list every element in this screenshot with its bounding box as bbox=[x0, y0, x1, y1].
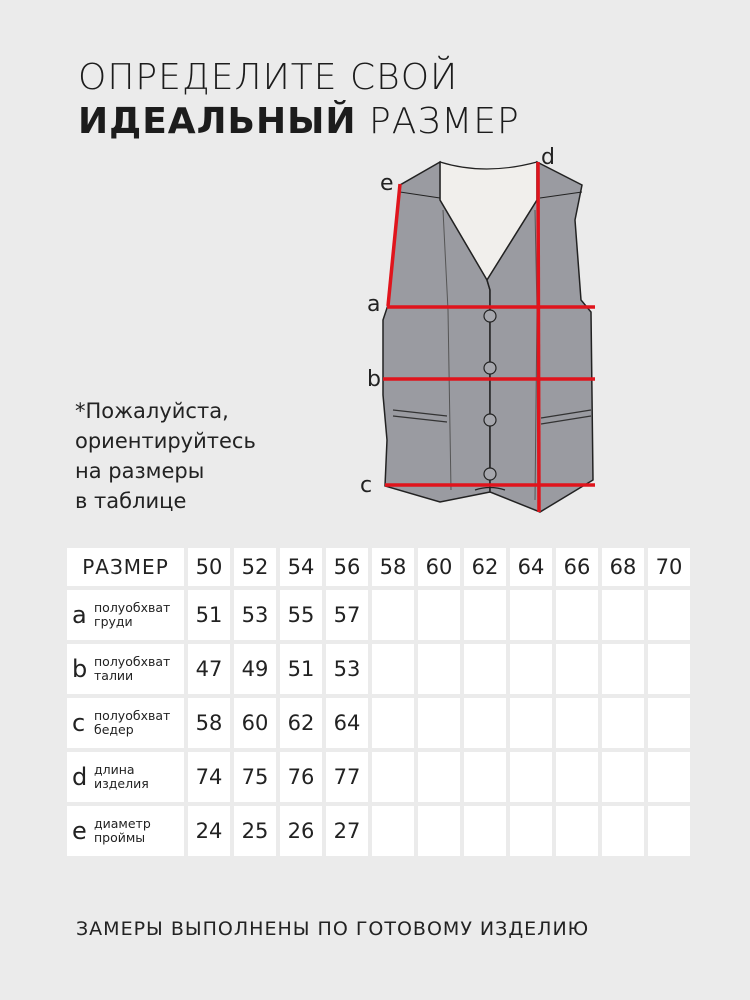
table-cell bbox=[648, 644, 690, 694]
table-cell: 24 bbox=[188, 806, 230, 856]
table-row-c bbox=[67, 698, 690, 748]
size-header-cell: 68 bbox=[602, 548, 644, 586]
button-icon bbox=[484, 468, 496, 480]
size-header-cell: 50 bbox=[188, 548, 230, 586]
table-cell bbox=[510, 806, 552, 856]
table-cell: 49 bbox=[234, 644, 276, 694]
table-row-a bbox=[67, 590, 690, 640]
size-header-cell: 54 bbox=[280, 548, 322, 586]
row-letter: b bbox=[72, 655, 88, 683]
footer-note: ЗАМЕРЫ ВЫПОЛНЕНЫ ПО ГОТОВОМУ ИЗДЕЛИЮ bbox=[76, 918, 590, 940]
label-a: a bbox=[367, 292, 381, 317]
table-cell bbox=[648, 590, 690, 640]
table-cell bbox=[510, 644, 552, 694]
size-header-cell: 60 bbox=[418, 548, 460, 586]
table-cell bbox=[464, 590, 506, 640]
table-cell: 53 bbox=[234, 590, 276, 640]
size-header-cell: 64 bbox=[510, 548, 552, 586]
table-row-d bbox=[67, 752, 690, 802]
table-cell bbox=[602, 752, 644, 802]
table-cell bbox=[602, 698, 644, 748]
vest-diagram bbox=[355, 140, 615, 520]
table-cell: 75 bbox=[234, 752, 276, 802]
table-cell bbox=[556, 806, 598, 856]
table-cell: 58 bbox=[188, 698, 230, 748]
size-header-row bbox=[67, 548, 690, 586]
note-line: в таблице bbox=[75, 489, 187, 513]
page-title bbox=[78, 56, 520, 144]
table-cell: 47 bbox=[188, 644, 230, 694]
label-d: d bbox=[541, 145, 555, 170]
size-header-label: РАЗМЕР bbox=[67, 548, 184, 586]
note-line: *Пожалуйста, bbox=[75, 399, 229, 423]
table-cell: 60 bbox=[234, 698, 276, 748]
table-cell: 57 bbox=[326, 590, 368, 640]
table-cell bbox=[372, 806, 414, 856]
size-header-cell: 56 bbox=[326, 548, 368, 586]
table-cell: 53 bbox=[326, 644, 368, 694]
table-cell bbox=[556, 644, 598, 694]
table-cell: 51 bbox=[188, 590, 230, 640]
table-cell bbox=[372, 590, 414, 640]
table-cell bbox=[510, 590, 552, 640]
table-cell bbox=[602, 806, 644, 856]
table-cell bbox=[556, 752, 598, 802]
table-cell bbox=[602, 590, 644, 640]
label-e: e bbox=[380, 171, 394, 196]
row-letter: c bbox=[72, 709, 86, 737]
table-cell bbox=[464, 806, 506, 856]
size-header-cell: 62 bbox=[464, 548, 506, 586]
title-rest: РАЗМЕР bbox=[369, 101, 520, 142]
row-description: диаметр проймы bbox=[94, 816, 151, 845]
table-cell bbox=[556, 590, 598, 640]
table-cell bbox=[418, 752, 460, 802]
title-line-2 bbox=[78, 100, 520, 144]
table-cell bbox=[372, 644, 414, 694]
title-line-1: ОПРЕДЕЛИТЕ СВОЙ bbox=[78, 57, 459, 98]
size-table bbox=[63, 544, 694, 860]
table-cell: 51 bbox=[280, 644, 322, 694]
table-cell bbox=[648, 752, 690, 802]
button-icon bbox=[484, 362, 496, 374]
size-header-cell: 52 bbox=[234, 548, 276, 586]
table-cell: 76 bbox=[280, 752, 322, 802]
title-bold: ИДЕАЛЬНЫЙ bbox=[78, 101, 357, 142]
row-description: полуобхват талии bbox=[94, 654, 171, 683]
row-letter: a bbox=[72, 601, 87, 629]
row-label bbox=[67, 698, 184, 748]
row-label bbox=[67, 644, 184, 694]
note-line: на размеры bbox=[75, 459, 205, 483]
size-header-cell: 58 bbox=[372, 548, 414, 586]
table-cell bbox=[648, 806, 690, 856]
table-cell bbox=[372, 698, 414, 748]
row-label bbox=[67, 806, 184, 856]
size-note bbox=[75, 396, 256, 516]
table-row-e bbox=[67, 806, 690, 856]
table-row-b bbox=[67, 644, 690, 694]
table-cell: 77 bbox=[326, 752, 368, 802]
size-header-cell: 70 bbox=[648, 548, 690, 586]
table-cell bbox=[648, 698, 690, 748]
row-letter: d bbox=[72, 763, 88, 791]
note-line: ориентируйтесь bbox=[75, 429, 256, 453]
row-description: длина изделия bbox=[94, 762, 149, 791]
table-cell: 62 bbox=[280, 698, 322, 748]
table-cell bbox=[464, 752, 506, 802]
table-cell bbox=[418, 698, 460, 748]
table-cell bbox=[418, 806, 460, 856]
table-cell: 25 bbox=[234, 806, 276, 856]
button-icon bbox=[484, 310, 496, 322]
table-cell: 74 bbox=[188, 752, 230, 802]
table-cell bbox=[510, 698, 552, 748]
table-cell bbox=[464, 644, 506, 694]
table-cell bbox=[602, 644, 644, 694]
table-cell: 27 bbox=[326, 806, 368, 856]
size-header-cell: 66 bbox=[556, 548, 598, 586]
table-cell bbox=[418, 644, 460, 694]
row-letter: e bbox=[72, 817, 87, 845]
table-cell: 26 bbox=[280, 806, 322, 856]
table-cell bbox=[556, 698, 598, 748]
table-cell: 55 bbox=[280, 590, 322, 640]
table-cell bbox=[464, 698, 506, 748]
button-icon bbox=[484, 414, 496, 426]
measure-line-d bbox=[538, 162, 539, 512]
table-cell bbox=[510, 752, 552, 802]
table-cell: 64 bbox=[326, 698, 368, 748]
label-b: b bbox=[367, 367, 381, 392]
row-description: полуобхват груди bbox=[94, 600, 171, 629]
row-label bbox=[67, 590, 184, 640]
label-c: c bbox=[360, 473, 373, 498]
table-cell bbox=[418, 590, 460, 640]
table-cell bbox=[372, 752, 414, 802]
row-label bbox=[67, 752, 184, 802]
row-description: полуобхват бедер bbox=[94, 708, 171, 737]
